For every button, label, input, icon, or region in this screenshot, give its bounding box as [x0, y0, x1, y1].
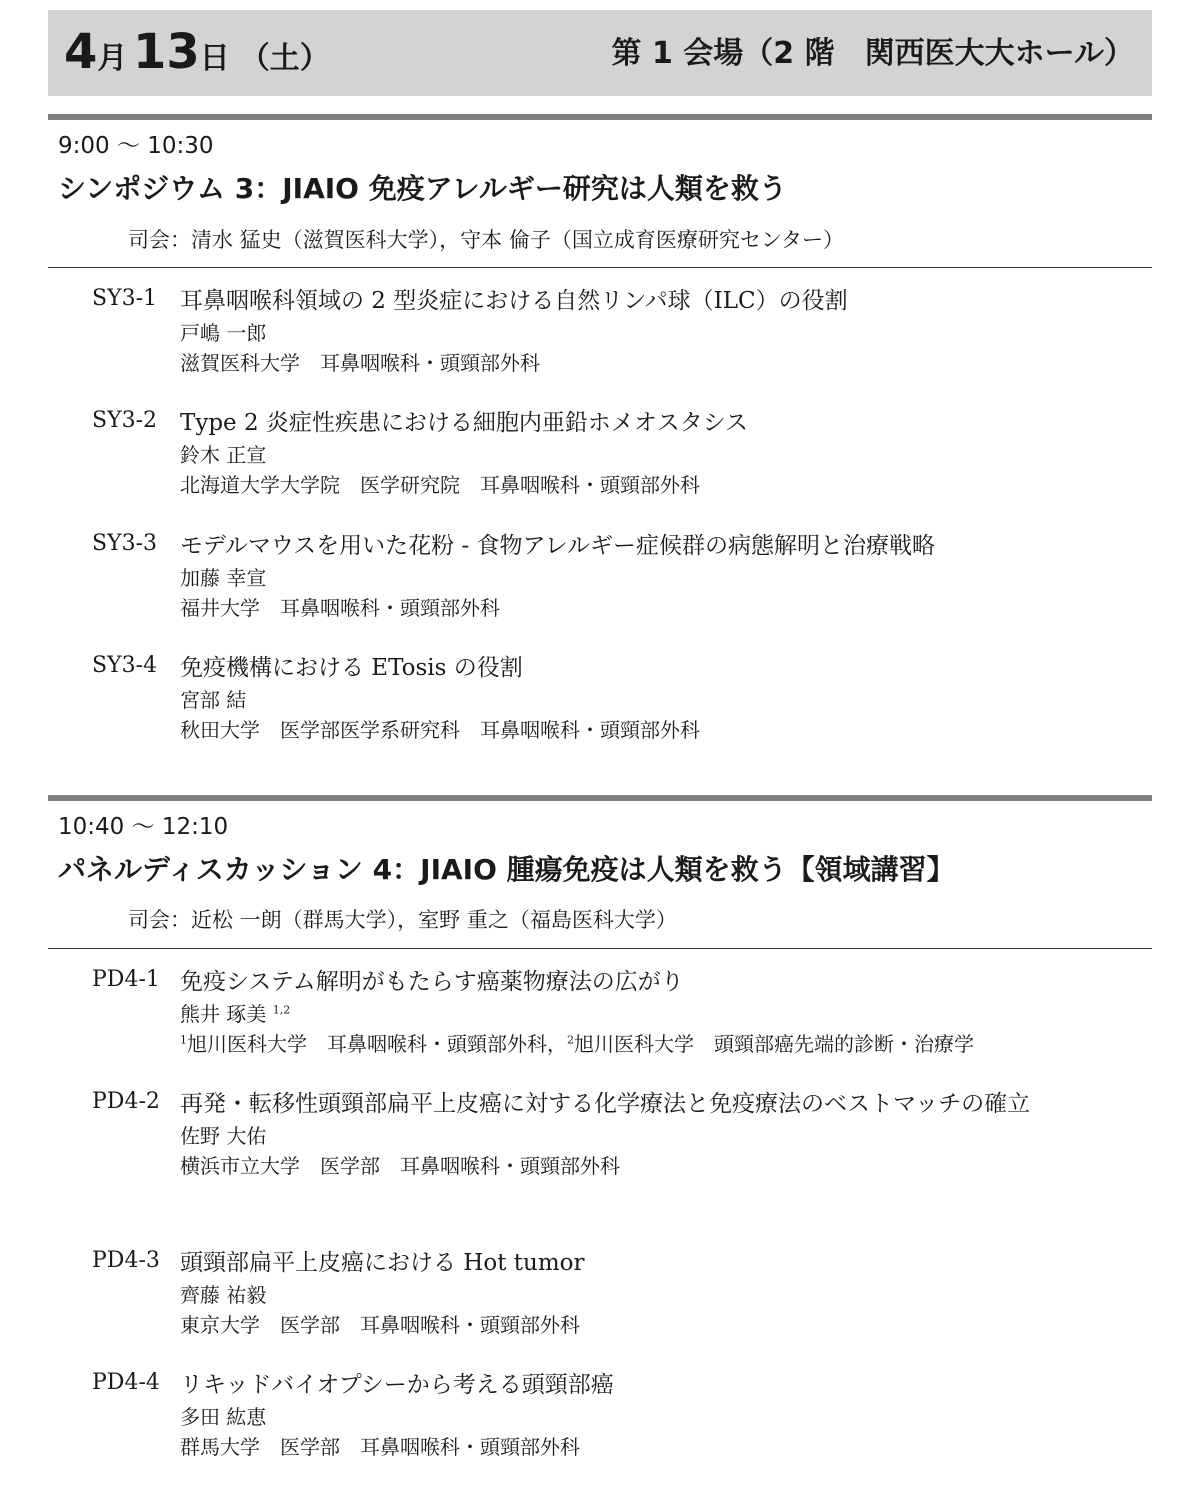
session-chairs: 司会：清水 猛史（滋賀医科大学），守本 倫子（国立成育医療研究センター） — [128, 228, 845, 252]
presentation-item — [92, 406, 1142, 500]
presentation-title: モデルマウスを用いた花粉 - 食物アレルギー症候群の病態解明と治療戦略 — [180, 533, 936, 559]
section-divider — [48, 114, 1152, 120]
date-month-unit: 月 — [97, 41, 128, 76]
presentation-title: Type 2 炎症性疾患における細胞内亜鉛ホメオスタシス — [180, 410, 749, 436]
session-title: シンポジウム 3：JIAIO 免疫アレルギー研究は人類を救う — [58, 172, 787, 205]
date-venue-header — [48, 10, 1152, 96]
affiliation-mark: 2 — [567, 1033, 574, 1047]
header-rule — [48, 267, 1152, 268]
presentation-affiliation: 東京大学 医学部 耳鼻咽喉科・頭頸部外科 — [180, 1313, 580, 1337]
presentation-title: 免疫機構における ETosis の役割 — [180, 655, 523, 681]
presentation-author: 戸嶋 一郎 — [180, 321, 267, 345]
date-weekday: （土） — [239, 41, 330, 76]
presentation-title: リキッドバイオプシーから考える頭頸部癌 — [180, 1372, 614, 1398]
presentation-affiliation: 横浜市立大学 医学部 耳鼻咽喉科・頭頸部外科 — [180, 1154, 620, 1178]
presentation-item — [92, 529, 1142, 623]
presentation-item — [92, 1368, 1142, 1462]
presentation-title: 頭頸部扁平上皮癌における Hot tumor — [180, 1250, 585, 1276]
presentation-code: PD4-1 — [92, 967, 160, 992]
section-divider — [48, 795, 1152, 801]
venue-label: 第 1 会場（2 階 関西医大大ホール） — [611, 36, 1134, 71]
presentation-author: 佐野 大佑 — [180, 1124, 267, 1148]
affiliation-mark: 1 — [180, 1033, 187, 1047]
presentation-affiliation: 北海道大学大学院 医学研究院 耳鼻咽喉科・頭頸部外科 — [180, 473, 700, 497]
presentation-code: PD4-3 — [92, 1248, 160, 1273]
presentation-affiliation — [180, 1029, 1142, 1059]
presentation-item — [92, 1246, 1142, 1340]
session-time: 10:40 〜 12:10 — [58, 814, 229, 840]
presentation-code: SY3-4 — [92, 653, 158, 678]
presentation-item — [92, 1087, 1142, 1181]
presentation-author: 宮部 結 — [180, 688, 247, 712]
session-date — [64, 22, 330, 82]
date-month: 4 — [64, 24, 98, 80]
header-rule — [48, 948, 1152, 949]
affiliation-text: 旭川医科大学 頭頸部癌先端的診断・治療学 — [574, 1032, 974, 1056]
presentation-title: 再発・転移性頭頸部扁平上皮癌に対する化学療法と免疫療法のベストマッチの確立 — [180, 1091, 1031, 1117]
presentation-code: SY3-1 — [92, 286, 158, 311]
presentation-author — [180, 999, 1142, 1029]
presentation-author: 多田 紘恵 — [180, 1405, 267, 1429]
presentation-code: PD4-4 — [92, 1370, 160, 1395]
presentation-title: 免疫システム解明がもたらす癌薬物療法の広がり — [180, 969, 684, 995]
session-time: 9:00 〜 10:30 — [58, 133, 214, 159]
presentation-code: SY3-2 — [92, 408, 158, 433]
session-chairs: 司会：近松 一朗（群馬大学），室野 重之（福島医科大学） — [128, 908, 677, 932]
date-day: 13 — [132, 24, 200, 80]
presentation-title: 耳鼻咽喉科領域の 2 型炎症における自然リンパ球（ILC）の役割 — [180, 288, 848, 314]
author-name: 熊井 琢美 — [180, 1002, 267, 1026]
affiliation-text: 旭川医科大学 耳鼻咽喉科・頭頸部外科， — [187, 1032, 567, 1056]
presentation-author: 齊藤 祐毅 — [180, 1283, 267, 1307]
presentation-author: 加藤 幸宣 — [180, 566, 267, 590]
presentation-item — [92, 284, 1142, 378]
date-day-unit: 日 — [199, 41, 230, 76]
presentation-item — [92, 965, 1142, 1059]
presentation-affiliation: 秋田大学 医学部医学系研究科 耳鼻咽喉科・頭頸部外科 — [180, 718, 700, 742]
presentation-author: 鈴木 正宣 — [180, 443, 267, 467]
presentation-code: SY3-3 — [92, 531, 158, 556]
presentation-affiliation: 滋賀医科大学 耳鼻咽喉科・頭頸部外科 — [180, 351, 540, 375]
presentation-code: PD4-2 — [92, 1089, 160, 1114]
presentation-affiliation: 群馬大学 医学部 耳鼻咽喉科・頭頸部外科 — [180, 1435, 580, 1459]
presentation-item — [92, 651, 1142, 745]
author-affiliation-marks: 1,2 — [272, 1003, 291, 1017]
presentation-affiliation: 福井大学 耳鼻咽喉科・頭頸部外科 — [180, 596, 500, 620]
session-title: パネルディスカッション 4：JIAIO 腫瘍免疫は人類を救う【領域講習】 — [58, 853, 955, 886]
